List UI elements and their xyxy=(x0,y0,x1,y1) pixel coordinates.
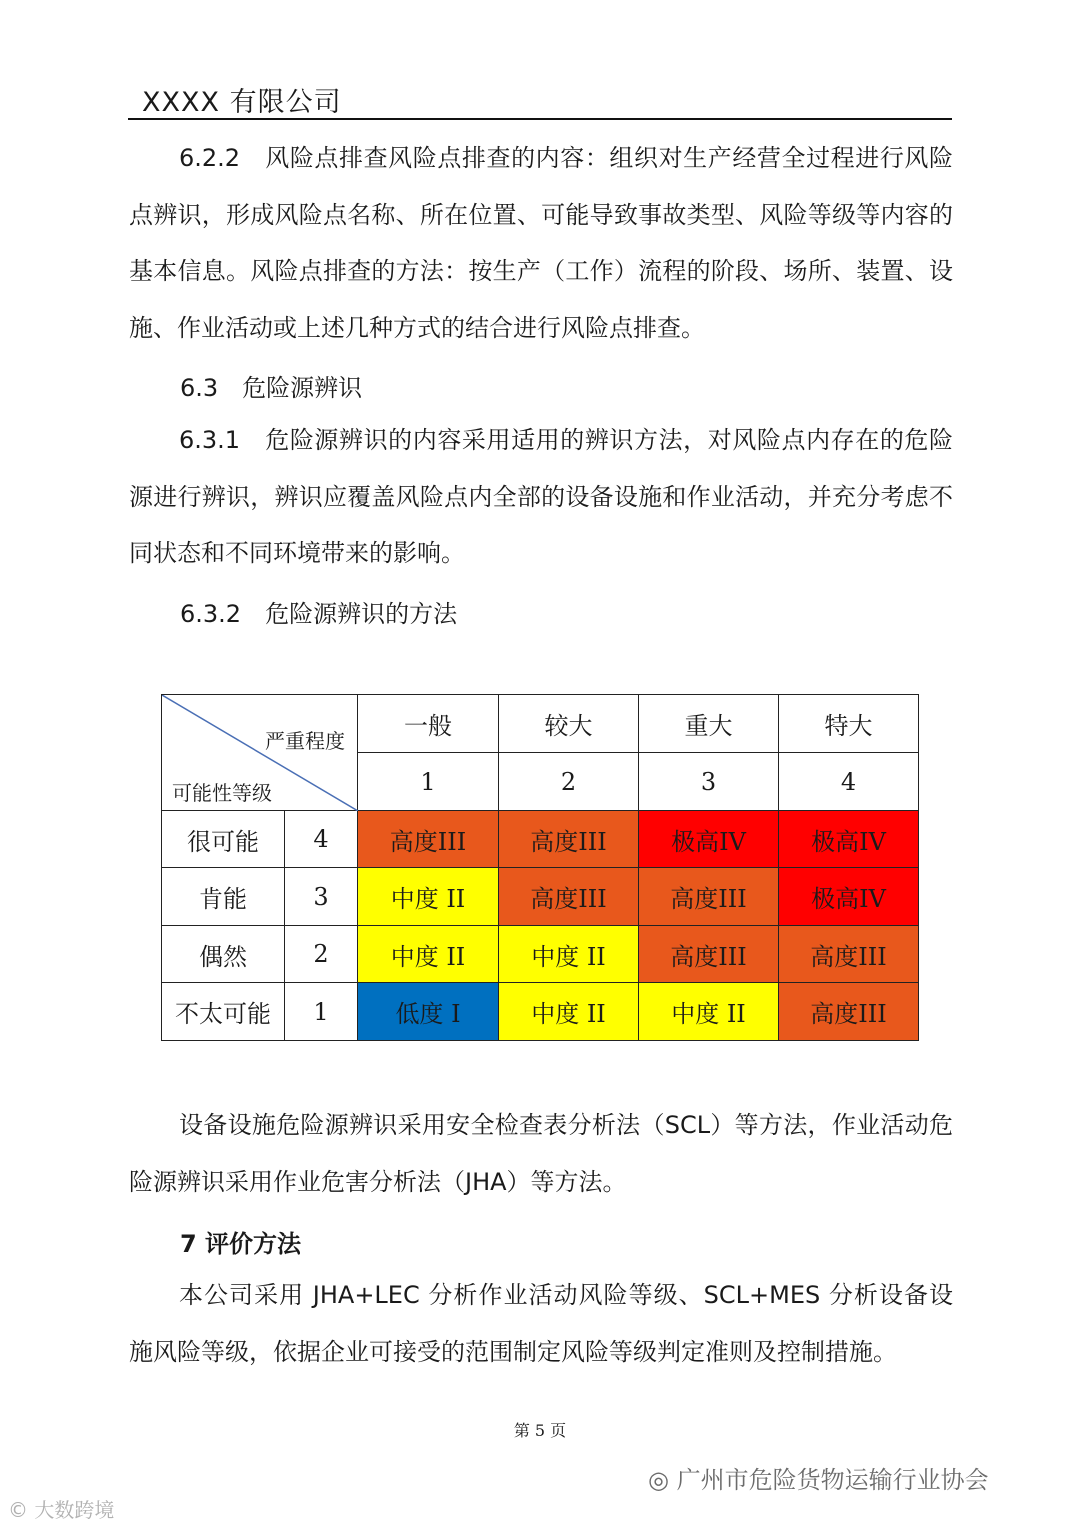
risk-cell: 中度 II xyxy=(358,926,499,983)
risk-cell: 高度III xyxy=(639,926,779,983)
severity-number: 4 xyxy=(779,753,919,811)
severity-number: 3 xyxy=(639,753,779,811)
likelihood-number: 2 xyxy=(285,926,358,983)
likelihood-number: 4 xyxy=(285,811,358,868)
header-rule xyxy=(128,118,952,120)
risk-cell: 高度III xyxy=(358,811,499,868)
likelihood-number: 3 xyxy=(285,868,358,926)
paragraph-7: 本公司采用 JHA+LEC 分析作业活动风险等级、SCL+MES 分析设备设施风险等级，依据企业可接受的范围制定风险等级判定准则及控制措施。 xyxy=(129,1281,953,1366)
watermark-association xyxy=(648,1460,989,1495)
matrix-corner-cell xyxy=(162,695,358,811)
paragraph-6-3-1: 6.3.1 危险源辨识的内容采用适用的辨识方法，对风险点内存在的危险源进行辨识，辨识应覆盖风险点内全部的设备设施和作业活动，并充分考虑不同状态和不同环境带来的影响。 xyxy=(129,426,953,567)
table-row xyxy=(162,868,919,926)
watermark-association-text: 广州市危险货物运输行业协会 xyxy=(676,1466,989,1494)
likelihood-label: 偶然 xyxy=(162,926,285,983)
risk-cell: 高度III xyxy=(499,811,639,868)
watermark-brand-text: 大数跨境 xyxy=(34,1498,115,1522)
table-row xyxy=(162,811,919,868)
risk-cell: 极高IV xyxy=(639,811,779,868)
company-header: XXXX 有限公司 xyxy=(142,87,342,118)
paragraph-6-2-2: 6.2.2 风险点排查风险点排查的内容：组织对生产经营全过程进行风险点辨识，形成风险点名称、所在位置、可能导致事故类型、风险等级等内容的基本信息。风险点排查的方法：按生产（工作）流程的阶段、场所、装置、设施、作业活动或上述几种方式的结合进行风险点排查。 xyxy=(129,144,953,342)
heading-6-3: 6.3 危险源辨识 xyxy=(180,374,363,402)
risk-cell: 高度III xyxy=(779,983,919,1041)
severity-header: 一般 xyxy=(358,695,499,753)
risk-cell: 极高IV xyxy=(779,811,919,868)
table-row xyxy=(162,926,919,983)
risk-cell: 中度 II xyxy=(499,983,639,1041)
watermark-brand xyxy=(8,1494,114,1523)
risk-matrix-table xyxy=(161,694,919,1041)
risk-cell: 低度 I xyxy=(358,983,499,1041)
wechat-icon: ◎ xyxy=(648,1466,669,1494)
severity-header: 较大 xyxy=(499,695,639,753)
risk-cell: 极高IV xyxy=(779,868,919,926)
table-row xyxy=(162,983,919,1041)
likelihood-label: 不太可能 xyxy=(162,983,285,1041)
risk-cell: 高度III xyxy=(499,868,639,926)
risk-cell: 高度III xyxy=(639,868,779,926)
likelihood-axis-label: 可能性等级 xyxy=(172,781,272,805)
severity-header: 特大 xyxy=(779,695,919,753)
severity-number: 2 xyxy=(499,753,639,811)
severity-axis-label: 严重程度 xyxy=(265,729,345,753)
likelihood-label: 肯能 xyxy=(162,868,285,926)
risk-cell: 中度 II xyxy=(358,868,499,926)
paragraph-identification-methods: 设备设施危险源辨识采用安全检查表分析法（SCL）等方法，作业活动危险源辨识采用作业危害分析法（JHA）等方法。 xyxy=(129,1111,953,1196)
likelihood-label: 很可能 xyxy=(162,811,285,868)
risk-cell: 中度 II xyxy=(639,983,779,1041)
risk-cell: 高度III xyxy=(779,926,919,983)
heading-7: 7 评价方法 xyxy=(180,1230,302,1258)
severity-header: 重大 xyxy=(639,695,779,753)
page-number: 第 5 页 xyxy=(513,1421,567,1440)
likelihood-number: 1 xyxy=(285,983,358,1041)
brand-logo-icon: © xyxy=(8,1498,28,1522)
heading-6-3-2: 6.3.2 危险源辨识的方法 xyxy=(180,600,458,628)
severity-number: 1 xyxy=(358,753,499,811)
risk-cell: 中度 II xyxy=(499,926,639,983)
